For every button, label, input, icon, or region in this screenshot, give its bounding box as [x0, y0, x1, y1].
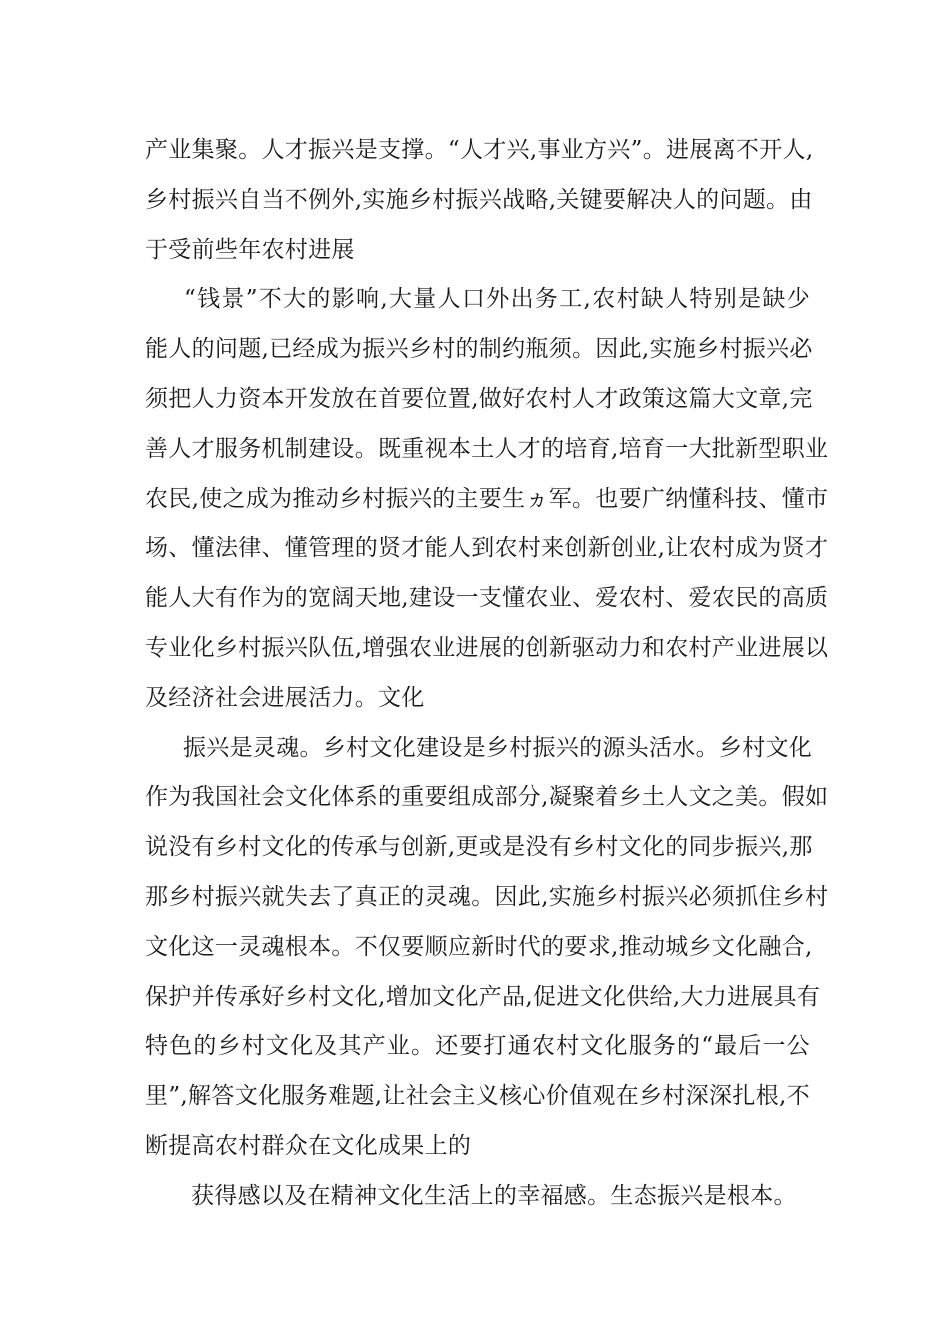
body-text — [145, 126, 829, 1222]
text-line: 振兴是灵魂。乡村文化建设是乡村振兴的源头活水。乡村文化 — [183, 734, 813, 761]
text-line: 文化这一灵魂根本。不仅要顺应新时代的要求,推动城乡文化融合, — [145, 933, 813, 960]
text-line: 特色的乡村文化及其产业。还要打通农村文化服务的“最后一公 — [145, 1033, 810, 1060]
text-line: 及经济社会进展活力。文化 — [145, 684, 425, 711]
text-line: 产业集聚。人才振兴是支撑。“人才兴,事业方兴”。进展离不开人, — [145, 137, 814, 163]
text-line: 乡村振兴自当不例外,实施乡村振兴战略,关键要解决人的问题。由 — [145, 186, 813, 213]
text-line: 里”,解答文化服务难题,让社会主义核心价值观在乡村深深扎根,不 — [145, 1083, 810, 1110]
text-line: 断提高农村群众在文化成果上的 — [145, 1132, 472, 1159]
text-line: 农民,使之成为推动乡村振兴的主要生ヵ军。也要广纳懂科技、懂市 — [145, 485, 829, 512]
text-line: 作为我国社会文化体系的重要组成部分,凝聚着乡土人文之美。假如 — [145, 784, 829, 811]
text-line: 于受前些年农村进展 — [145, 236, 355, 263]
text-line: 保护并传承好乡村文化,增加文化产品,促进文化供给,大力进展具有 — [145, 983, 821, 1010]
text-line: 获得感以及在精神文化生活上的幸福感。生态振兴是根本。 — [191, 1182, 797, 1209]
text-line: 能人的问题,已经成为振兴乡村的制约瓶须。因此,实施乡村振兴必 — [145, 336, 813, 363]
text-line: 场、懂法律、懂管理的贤才能人到农村来创新创业,让农村成为贤才 — [145, 535, 829, 562]
text-line: 说没有乡村文化的传承与创新,更或是没有乡村文化的同步振兴,那 — [145, 834, 813, 861]
text-line: 专业化乡村振兴队伍,增强农业进展的创新驱动力和农村产业进展以 — [145, 634, 829, 661]
text-line: 能人大有作为的宽阔天地,建设一支懂农业、爱农村、爱农民的高质 — [145, 585, 829, 612]
text-line: 须把人力资本开发放在首要位置,做好农村人才政策这篇大文章,完 — [145, 385, 813, 412]
text-line: 善人才服务机制建设。既重视本土人才的培育,培育一大批新型职业 — [145, 435, 829, 462]
text-line: 那乡村振兴就失去了真正的灵魂。因此,实施乡村振兴必须抓住乡村 — [145, 883, 829, 910]
text-line: “钱景”不大的影响,大量人口外出务工,农村缺人特别是缺少 — [184, 286, 810, 313]
